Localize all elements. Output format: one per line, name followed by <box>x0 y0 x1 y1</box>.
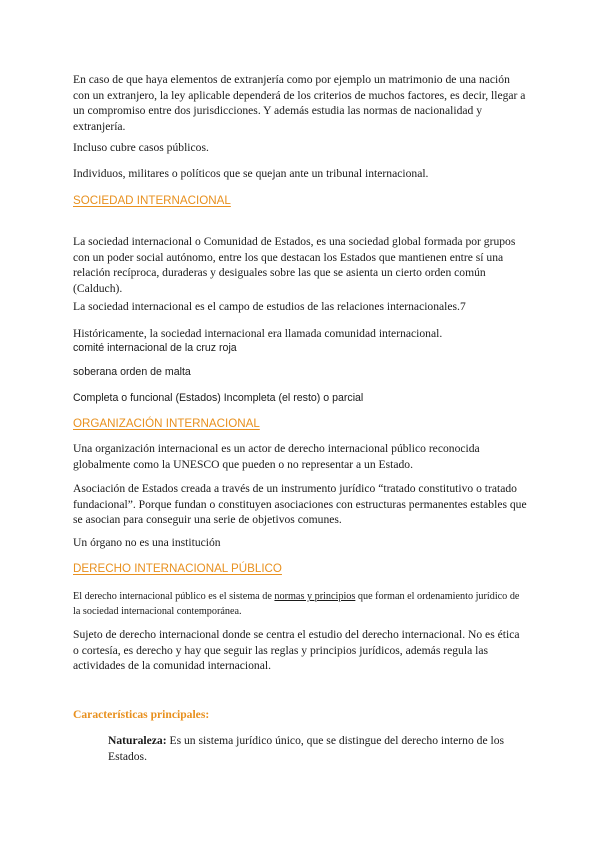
heading-sociedad-internacional: SOCIEDAD INTERNACIONAL <box>73 194 231 207</box>
heading-derecho-internacional-publico: DERECHO INTERNACIONAL PÚBLICO <box>73 562 282 575</box>
paragraph-organizacion-definicion: Una organización internacional es un actor de derecho internacional público reconocida globalmente como la UNESCO que pueden o no representar a un Estado. <box>73 442 480 471</box>
note-cruz-roja: comité internacional de la cruz roja <box>73 342 237 354</box>
list-item-naturaleza <box>108 733 528 764</box>
paragraph-campo-estudios: La sociedad internacional es el campo de estudios de las relaciones internacionales.7 <box>73 300 466 313</box>
paragraph-dip-definicion <box>73 589 528 619</box>
heading-caracteristicas: Características principales: <box>73 708 210 721</box>
dip-text-after: que forman el ordenamiento jurídico de la sociedad internacional contemporánea. <box>73 591 520 617</box>
paragraph-sociedad-definicion: La sociedad internacional o Comunidad de Estados, es una sociedad global formada por grupos con un poder social autónomo, entre los que destacan los Estados que mantienen entre sí una relación recíproca, duraderas y desiguales sobre las que se asienta un cierto orden común (Calduch). <box>73 235 516 295</box>
dip-text-before: El derecho internacional público es el sistema de <box>73 591 275 602</box>
paragraph-extranjeria: En caso de que haya elementos de extranjería como por ejemplo un matrimonio de una nación con un extranjero, la ley aplicable dependerá de los criterios de muchos factores, es decir, llegar a un compromiso entre dos jurisdicciones. Y además estudia las normas de nacionalidad y extranjería. <box>73 73 526 133</box>
paragraph-sujeto-derecho: Sujeto de derecho internacional donde se centra el estudio del derecho internacional. No es ética o cortesía, es derecho y hay que seguir las reglas y principios jurídicos, además regula las actividades de la comunidad internacional. <box>73 628 520 672</box>
paragraph-asociacion-estados: Asociación de Estados creada a través de un instrumento jurídico “tratado constitutivo o tratado fundacional”. Porque fundan o constituyen asociaciones con estructuras permanentes estables que se asocian para conseguir una serie de objetivos comunes. <box>73 482 527 526</box>
paragraph-casos-publicos: Incluso cubre casos públicos. <box>73 141 209 154</box>
note-completa-incompleta: Completa o funcional (Estados) Incompleta (el resto) o parcial <box>73 392 364 404</box>
heading-organizacion-internacional: ORGANIZACIÓN INTERNACIONAL <box>73 417 260 430</box>
naturaleza-text: Es un sistema jurídico único, que se distingue del derecho interno de los Estados. <box>108 734 505 763</box>
paragraph-individuos: Individuos, militares o políticos que se quejan ante un tribunal internacional. <box>73 167 429 180</box>
dip-text-underlined: normas y principios <box>274 591 356 602</box>
note-orden-malta: soberana orden de malta <box>73 366 191 378</box>
paragraph-organo: Un órgano no es una institución <box>73 536 221 549</box>
paragraph-historicamente: Históricamente, la sociedad internacional era llamada comunidad internacional. <box>73 327 443 340</box>
naturaleza-term: Naturaleza: <box>108 734 167 747</box>
